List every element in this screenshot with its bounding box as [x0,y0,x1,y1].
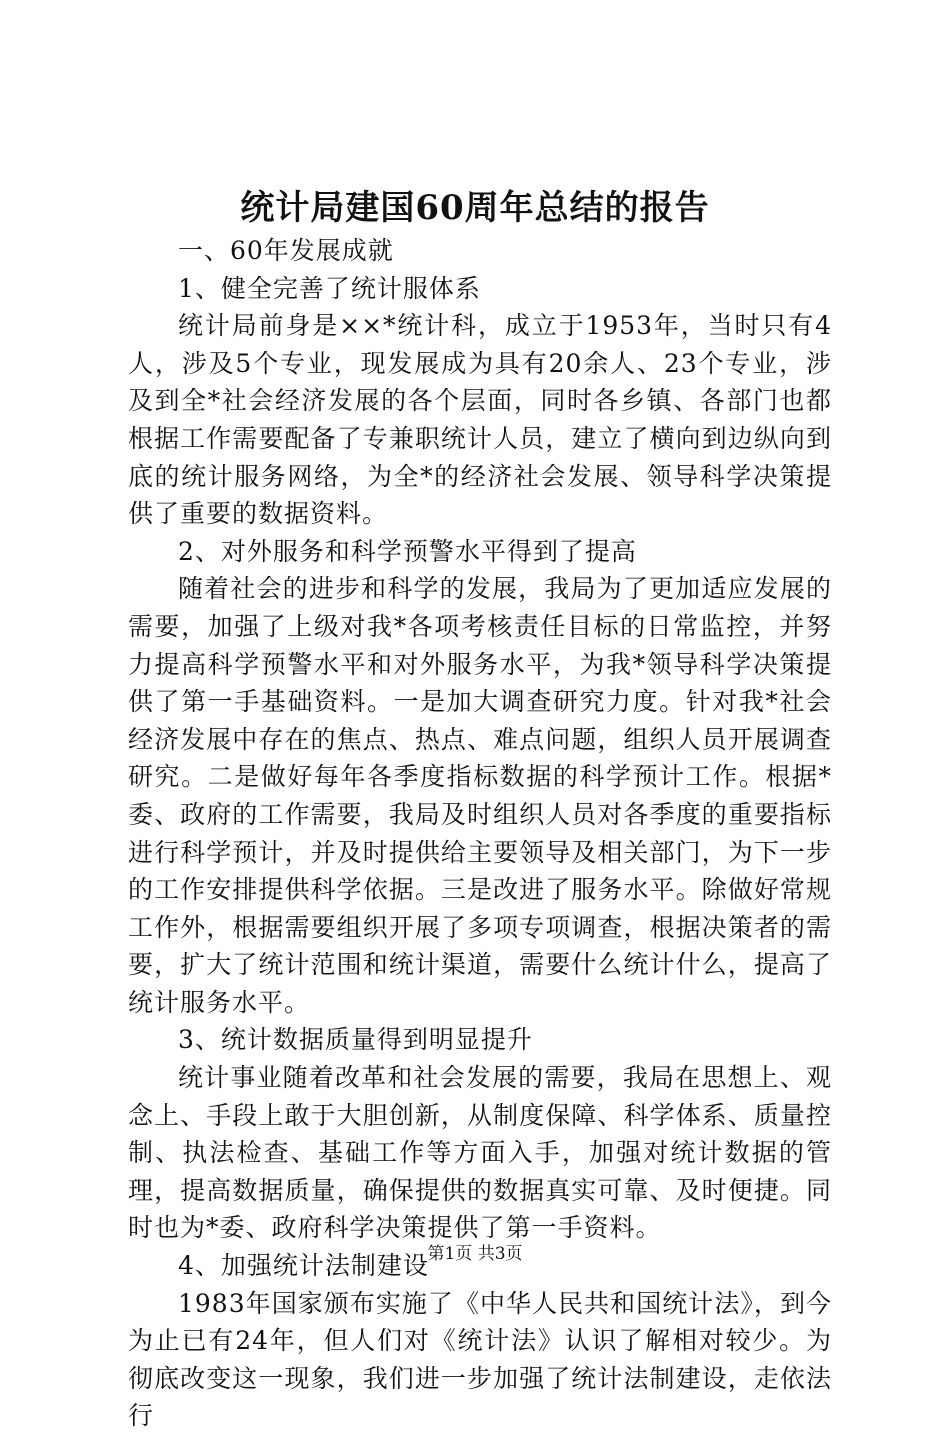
section-heading-4: 4、加强统计法制建设 [178,1251,429,1281]
section-heading-achievements: 一、60年发展成就 [178,236,394,265]
section-paragraph-1: 统计局前身是××*统计科，成立于1953年，当时只有4人，涉及5个专业，现发展成为具有20余人、23个专业，涉及到全*社会经济发展的各个层面，同时各乡镇、各部门也都根据工作需要配备了专兼职统计人员，建立了横向到边纵向到底的统计服务网络，为全*的经济社会发展、领导科学决策提供了重要的数据资料。 [128,311,832,529]
section-heading-3: 3、统计数据质量得到明显提升 [178,1025,533,1055]
section-heading-1: 1、健全完善了统计服体系 [178,273,481,303]
section-paragraph-3: 统计事业随着改革和社会发展的需要，我局在思想上、观念上、手段上敢于大胆创新，从制度保障、科学体系、质量控制、执法检查、基础工作等方面入手，加强对统计数据的管理，提高数据质量，确保提供的数据真实可靠、及时便捷。同时也为*委、政府科学决策提供了第一手资料。 [128,1063,832,1243]
section-paragraph-4: 1983年国家颁布实施了《中华人民共和国统计法》，到今为止已有24年，但人们对《统计法》认识了解相对较少。为彻底改变这一现象，我们进一步加强了统计法制建设，走依法行 [128,1288,832,1431]
section-heading-2: 2、对外服务和科学预警水平得到了提高 [178,536,637,566]
section-paragraph-2: 随着社会的进步和科学的发展，我局为了更加适应发展的需要，加强了上级对我*各项考核责任目标的日常监控，并努力提高科学预警水平和对外服务水平，为我*领导科学决策提供了第一手基础资料。一是加大调查研究力度。针对我*社会经济发展中存在的焦点、热点、难点问题，组织人员开展调查研究。二是做好每年各季度指标数据的科学预计工作。根据*委、政府的工作需要，我局及时组织人员对各季度的重要指标进行科学预计，并及时提供给主要领导及相关部门，为下一步的工作安排提供科学依据。三是改进了服务水平。除做好常规工作外，根据需要组织开展了多项专项调查，根据决策者的需要，扩大了统计范围和统计渠道，需要什么统计什么，提高了统计服务水平。 [128,574,832,1017]
page-number-footer: 第1页 共3页 [427,1244,523,1264]
document-title: 统计局建国60周年总结的报告 [240,188,710,228]
